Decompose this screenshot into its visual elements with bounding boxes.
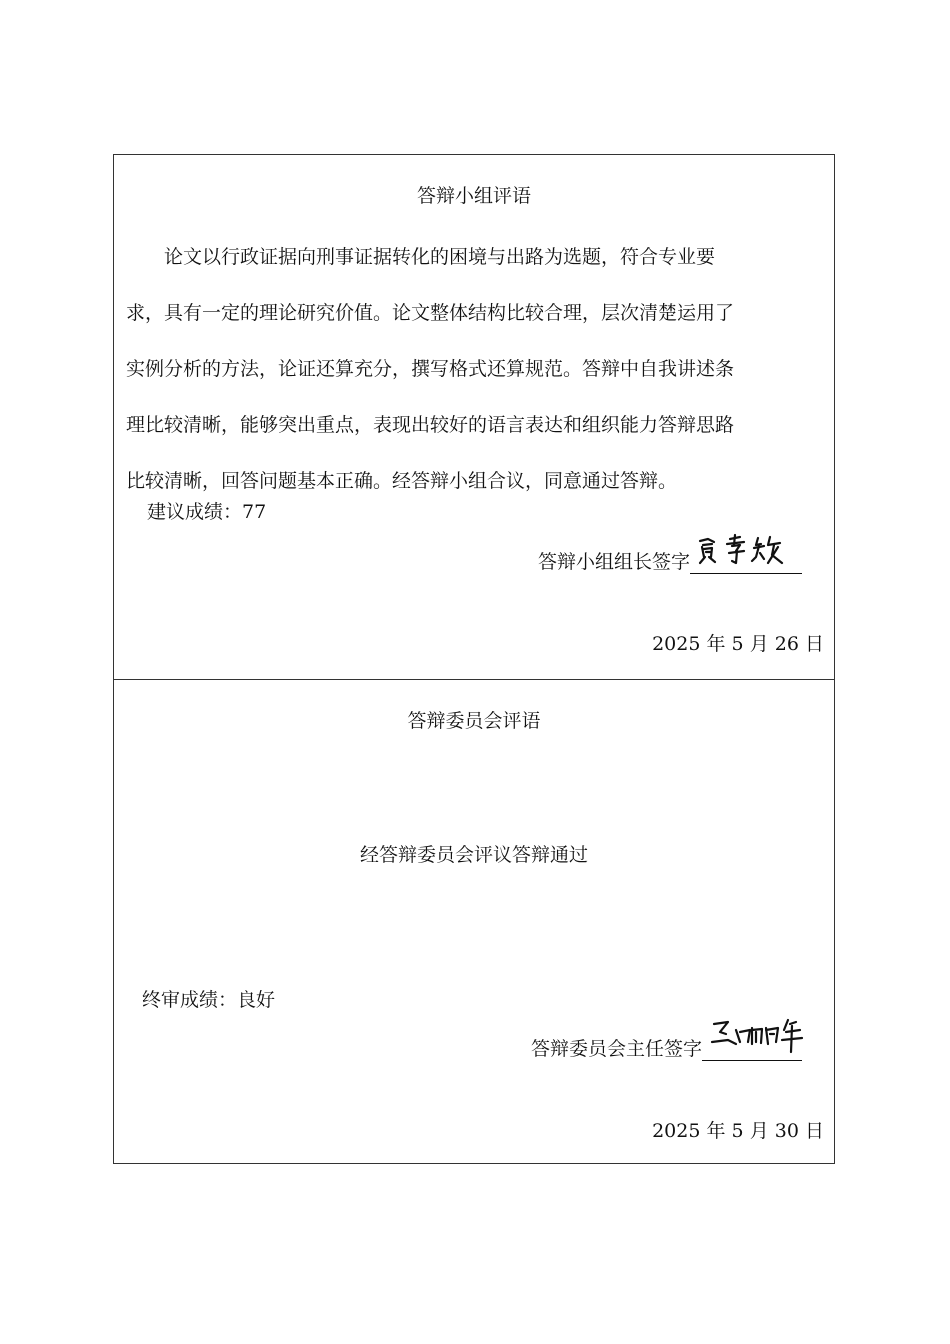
group-comment-section	[114, 155, 834, 679]
committee-chair-signature	[702, 1034, 802, 1061]
handwritten-signature-icon	[694, 533, 794, 567]
suggested-grade-label: 建议成绩：	[147, 501, 243, 523]
committee-comment-section	[114, 679, 834, 1166]
date-year-unit: 年	[706, 633, 726, 655]
final-grade-label: 终审成绩：	[142, 989, 238, 1011]
comment-line: 实例分析的方法，论证还算充分，撰写格式还算规范。答辩中自我讲述条	[126, 358, 735, 380]
group-date	[652, 629, 824, 656]
group-comment-text	[126, 229, 828, 509]
final-grade	[142, 985, 275, 1012]
committee-comment-title: 答辩委员会评语	[407, 710, 541, 732]
date-year-unit: 年	[706, 1120, 726, 1142]
date-day: 26	[774, 633, 799, 655]
date-day: 30	[774, 1120, 799, 1142]
committee-chair-signature-row	[531, 1034, 802, 1061]
comment-line: 求，具有一定的理论研究价值。论文整体结构比较合理，层次清楚运用了	[126, 302, 735, 324]
group-leader-signature-label: 答辩小组组长签字	[537, 551, 690, 573]
group-comment-title: 答辩小组评语	[416, 185, 531, 207]
committee-date	[652, 1116, 824, 1143]
date-month-unit: 月	[749, 1120, 769, 1142]
committee-chair-signature-label: 答辩委员会主任签字	[530, 1038, 702, 1060]
suggested-grade-value: 77	[242, 501, 267, 523]
comment-line: 理比较清晰，能够突出重点，表现出较好的语言表达和组织能力答辩思路	[126, 414, 735, 436]
date-year: 2025	[652, 1120, 701, 1142]
committee-comment-text: 经答辩委员会评议答辩通过	[359, 844, 588, 866]
defense-evaluation-form	[113, 154, 835, 1164]
group-leader-signature-row	[538, 547, 802, 574]
comment-line: 比较清晰，回答问题基本正确。经答辩小组合议，同意通过答辩。	[126, 470, 678, 492]
final-grade-value: 良好	[237, 989, 276, 1011]
date-month-unit: 月	[749, 633, 769, 655]
handwritten-signature-icon	[706, 1016, 806, 1056]
suggested-grade	[147, 497, 266, 524]
date-year: 2025	[652, 633, 701, 655]
date-day-unit: 日	[804, 1120, 824, 1142]
date-month: 5	[731, 633, 744, 655]
date-month: 5	[731, 1120, 744, 1142]
group-leader-signature	[690, 547, 802, 574]
comment-line: 论文以行政证据向刑事证据转化的困境与出路为选题，符合专业要	[164, 246, 716, 268]
date-day-unit: 日	[804, 633, 824, 655]
